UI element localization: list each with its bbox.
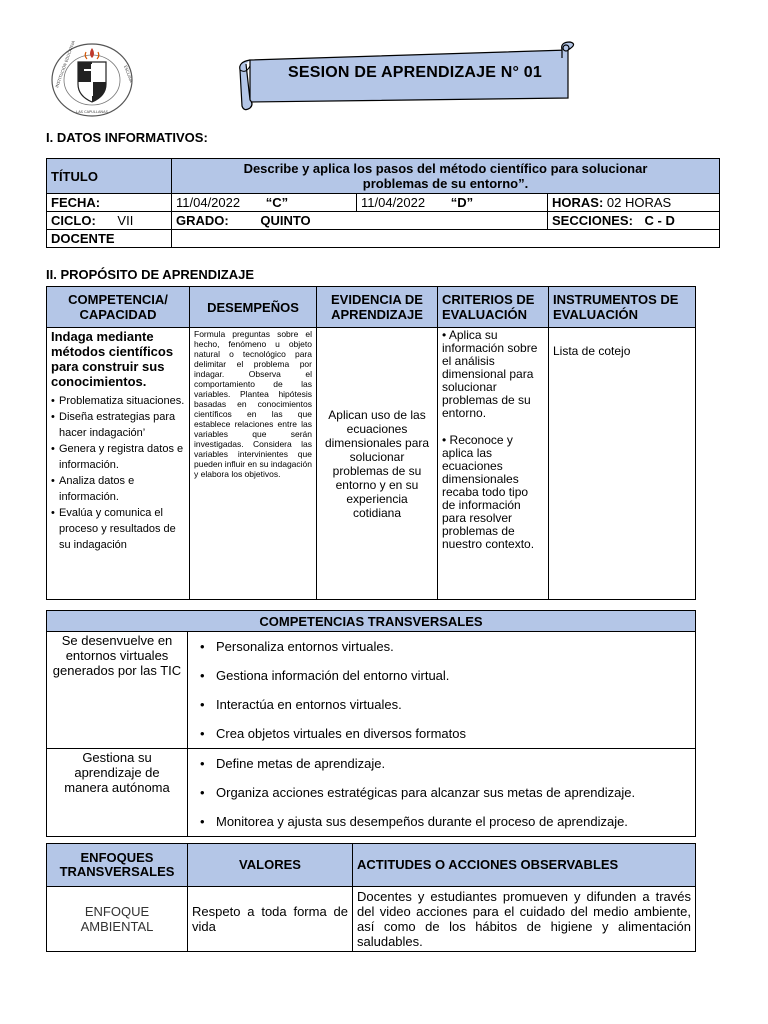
titulo-label: TÍTULO [47, 159, 172, 194]
criterios-cell [438, 328, 549, 600]
competencia-text: Indaga mediante métodos científicos para construir sus conocimientos. [51, 329, 174, 389]
transversal-group-name: Gestiona su aprendizaje de manera autónoma [47, 749, 188, 837]
actitud-value: Docentes y estudiantes promueven y difunden a través del video acciones para el cuidado del medio ambiente, así como de los hábitos de higiene y alimentación saludables. [353, 887, 696, 952]
logo-text-bottom: LAS CAPULLANAS [76, 110, 108, 114]
transversal-group-items [188, 632, 696, 749]
transversales-title: COMPETENCIAS TRANSVERSALES [47, 611, 696, 632]
ciclo-label: CICLO: [51, 213, 96, 228]
docente-label: DOCENTE [47, 230, 172, 248]
criterio-item: • Reconoce y aplica las ecuaciones dimensionales recaba todo tipo de información para resolver problemas de nuestro contexto. [442, 433, 535, 551]
ciclo-cell [47, 212, 172, 230]
datos-informativos-table [46, 158, 720, 248]
transversal-item: • Interactúa en entornos virtuales. [188, 690, 695, 719]
titulo-value [172, 159, 720, 194]
proposito-table [46, 286, 696, 600]
section-heading-proposito: II. PROPÓSITO DE APRENDIZAJE [46, 267, 255, 282]
capacidades-list [51, 393, 185, 553]
grado-value: QUINTO [260, 213, 311, 228]
logo-text-right: ESCLAVA [123, 64, 134, 84]
seccion-c: “C” [265, 195, 289, 210]
transversal-item: • Define metas de aprendizaje. [188, 749, 695, 778]
capacidad-item: • Genera y registra datos e información. [51, 441, 185, 473]
enfoques-table [46, 843, 696, 952]
col-criterios: CRITERIOS DE EVALUACIÓN [438, 287, 549, 328]
fecha-c [172, 194, 357, 212]
grado-label: GRADO: [176, 213, 229, 228]
school-logo [48, 40, 136, 120]
transversal-list [188, 749, 695, 836]
capacidad-item: • Evalúa y comunica el proceso y resultados de su indagación [51, 505, 185, 553]
docente-value [172, 230, 720, 248]
transversal-list [188, 632, 695, 748]
secciones-value: C - D [644, 213, 675, 228]
horas-cell [548, 194, 720, 212]
valor-value: Respeto a toda forma de vida [188, 887, 353, 952]
section-heading-datos: I. DATOS INFORMATIVOS: [46, 130, 208, 145]
transversal-item: • Crea objetos virtuales en diversos formatos [188, 719, 695, 748]
col-desempenos: DESEMPEÑOS [190, 287, 317, 328]
col-instrumentos: INSTRUMENTOS DE EVALUACIÓN [549, 287, 696, 328]
horas-label: HORAS: [552, 195, 604, 210]
enfoque-value: ENFOQUE AMBIENTAL [47, 887, 188, 952]
transversal-group-items [188, 749, 696, 837]
titulo-line-2: problemas de su entorno”. [362, 176, 529, 191]
col-evidencia: EVIDENCIA DE APRENDIZAJE [317, 287, 438, 328]
fecha-label: FECHA: [47, 194, 172, 212]
capacidad-item: • Analiza datos e información. [51, 473, 185, 505]
logo-text-left: INSTITUCIÓN EDUCATIVA [54, 40, 76, 89]
transversal-item: • Personaliza entornos virtuales. [188, 632, 695, 661]
fecha-2: 11/04/2022 [361, 195, 426, 210]
col-competencia: COMPETENCIA/ CAPACIDAD [47, 287, 190, 328]
evidencia-text: Aplican uso de las ecuaciones dimensionales para solucionar problemas de su entorno y en su experiencia cotidiana [317, 328, 438, 600]
competencias-transversales-table [46, 610, 696, 837]
secciones-cell [548, 212, 720, 230]
col-actitudes: ACTITUDES O ACCIONES OBSERVABLES [353, 844, 696, 887]
horas-value: 02 HORAS [606, 195, 672, 210]
titulo-line-1: Describe y aplica los pasos del método científico para solucionar [243, 161, 648, 176]
instrumento-text: Lista de cotejo [549, 328, 696, 600]
transversal-item: • Monitorea y ajusta sus desempeños durante el proceso de aprendizaje. [188, 807, 695, 836]
capacidad-item: • Diseña estrategias para hacer indagación’ [51, 409, 185, 441]
transversal-item: • Gestiona información del entorno virtual. [188, 661, 695, 690]
grado-cell [172, 212, 548, 230]
seccion-d: “D” [450, 195, 474, 210]
fecha-1: 11/04/2022 [176, 195, 241, 210]
ciclo-value: VII [117, 213, 134, 228]
secciones-label: SECCIONES: [552, 213, 633, 228]
col-valores: VALORES [188, 844, 353, 887]
transversal-item: • Organiza acciones estratégicas para alcanzar sus metas de aprendizaje. [188, 778, 695, 807]
transversal-group-name: Se desenvuelve en entornos virtuales generados por las TIC [47, 632, 188, 749]
fecha-d [357, 194, 548, 212]
page-title: SESION DE APRENDIZAJE N° 01 [288, 64, 542, 81]
desempenos-text: Formula preguntas sobre el hecho, fenómeno u objeto natural o tecnológico para delimitar el problema por indagar. Observa el comportamiento de las variables. Plantea hipótesis basadas en conocimientos científicos en las que establece relaciones entre las variables que serán investigadas. Considera las variables intervinientes que pueden influir en su indagación y elabora los objetivos. [190, 328, 317, 600]
capacidad-item: • Problematiza situaciones. [51, 393, 185, 409]
col-enfoques: ENFOQUES TRANSVERSALES [47, 844, 188, 887]
criterio-item: • Aplica su información sobre el análisis dimensional para solucionar problemas de su entorno. [442, 328, 538, 420]
competencia-cell [47, 328, 190, 600]
